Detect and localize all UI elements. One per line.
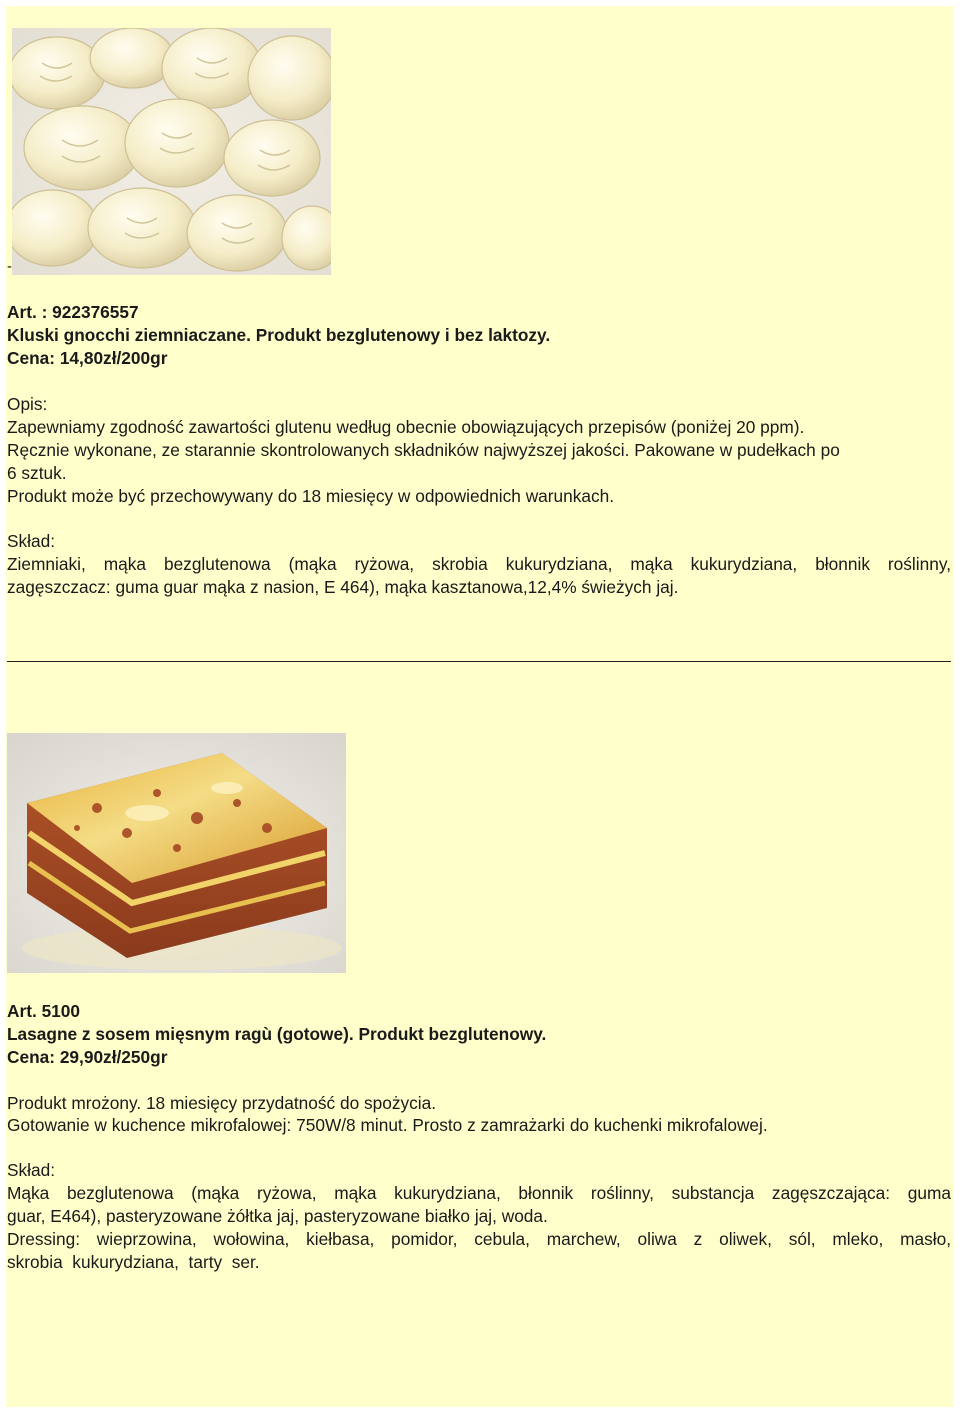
separator-dash: - [7, 258, 12, 275]
product2-name: Lasagne z sosem mięsnym ragù (gotowe). Produkt bezglutenowy. [7, 1024, 547, 1044]
lasagne-photo [7, 733, 346, 973]
product1-opis-line: Produkt może być przechowywany do 18 miesięcy w odpowiednich warunkach. [7, 486, 615, 506]
product1-price: Cena: 14,80zł/200gr [7, 348, 168, 368]
product2-sklad-line: guar, E464), pasteryzowane żółtka jaj, pasteryzowane białko jaj, woda. [7, 1206, 548, 1226]
product2-info-line: Gotowanie w kuchence mikrofalowej: 750W/8 minut. Prosto z zamrażarki do kuchenki mikrofalowej. [7, 1115, 768, 1135]
product2-dressing-line: Dressing: wieprzowina, wołowina, kiełbasa, pomidor, cebula, marchew, oliwa z oliwek, sól, mleko, masło, [7, 1229, 951, 1249]
product1-name: Kluski gnocchi ziemniaczane. Produkt bezglutenowy i bez laktozy. [7, 325, 551, 345]
product1-sklad-line: Ziemniaki, mąka bezglutenowa (mąka ryżowa, skrobia kukurydziana, mąka kukurydziana, błonnik roślinny, [7, 554, 951, 574]
product2-dressing-line: skrobia kukurydziana, tarty ser. [7, 1252, 260, 1272]
product1-opis-line: Zapewniamy zgodność zawartości glutenu według obecnie obowiązujących przepisów (poniżej 20 ppm). [7, 417, 805, 437]
product2-price: Cena: 29,90zł/250gr [7, 1047, 168, 1067]
product1-art-number: Art. : 922376557 [7, 302, 139, 322]
product1-sklad-line: zagęszczacz: guma guar mąka z nasion, E 464), mąka kasztanowa,12,4% świeżych jaj. [7, 577, 679, 597]
product1-opis-line: 6 sztuk. [7, 463, 67, 483]
product2-art-number: Art. 5100 [7, 1001, 81, 1021]
product2-sklad-label: Skład: [7, 1160, 56, 1180]
product1-opis-line: Ręcznie wykonane, ze starannie skontrolowanych składników najwyższej jakości. Pakowane w pudełkach po [7, 440, 840, 460]
product2-info-line: Produkt mrożony. 18 miesięcy przydatność do spożycia. [7, 1093, 437, 1113]
horizontal-rule [7, 661, 951, 662]
lasagne-illustration [7, 733, 346, 973]
gnocchi-photo [12, 28, 331, 275]
product2-sklad-line: Mąka bezglutenowa (mąka ryżowa, mąka kukurydziana, błonnik roślinny, substancja zagęszczająca: guma [7, 1183, 951, 1203]
gnocchi-illustration [12, 28, 331, 275]
product1-sklad-label: Skład: [7, 531, 56, 551]
product1-opis-label: Opis: [7, 394, 48, 414]
